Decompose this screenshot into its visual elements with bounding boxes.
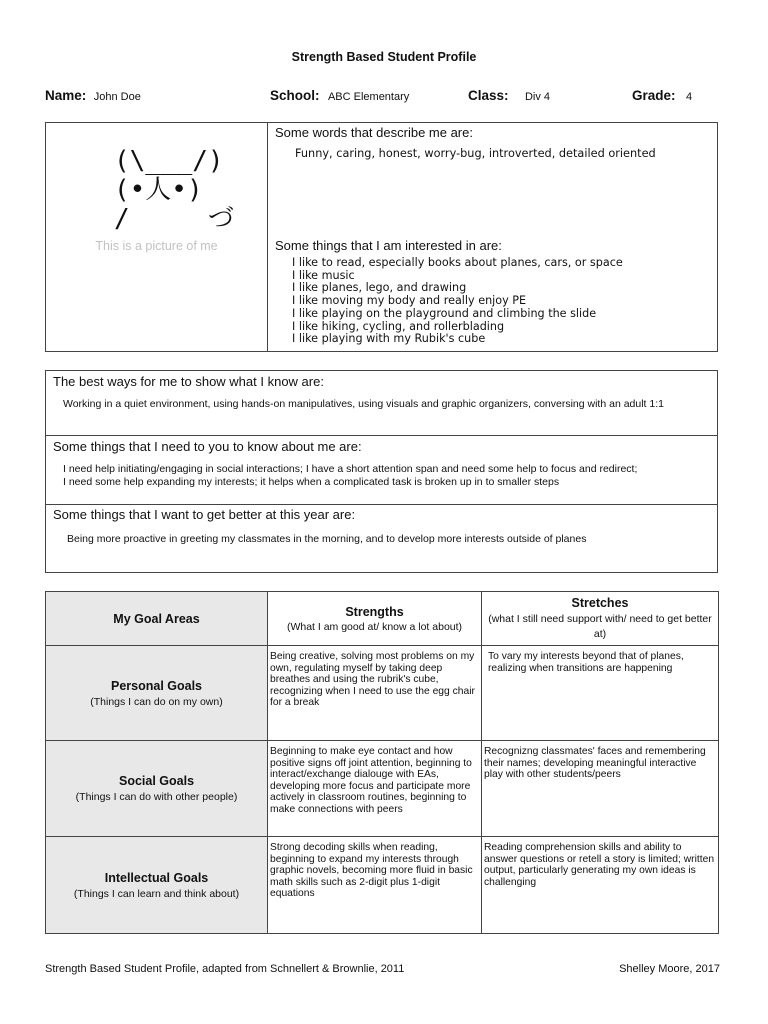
list-item: I like playing with my Rubik's cube [292,332,486,346]
list-item: I like playing on the playground and climbing the slide [292,306,597,320]
strengths-cell [268,646,482,741]
header-strengths [268,592,482,646]
name-field [45,87,141,105]
need-to-know-line-2: I need some help expanding my interests; it helps when a complicated task is broken up in to smaller steps [63,475,560,488]
need-to-know-heading: Some things that I need to you to know about me are: [53,439,362,454]
header-goal-areas [46,592,268,646]
strengths-text: Being creative, solving most problems on my own, regulating myself by taking deep breathes and using the rubrik's cube, recognizing when I need to use the egg chair for a break [270,651,475,709]
document-title: Strength Based Student Profile [291,50,477,64]
list-item: I like hiking, cycling, and rollerblading [292,319,505,333]
profile-box [45,122,718,352]
list-item: I like to read, especially books about planes, cars, or space [292,256,623,269]
goal-name: Intellectual Goals [104,870,209,885]
profile-divider [267,123,268,351]
best-ways-heading: The best ways for me to show what I know are: [53,374,324,389]
strengths-text: Beginning to make eye contact and how positive signs off joint attention, beginning to interact/exchange dialouge with EAs, developing more focus and participate more actively in classroom routines, beginning to make connections with peers [270,746,472,815]
goal-sub: (Things I can do with other people) [75,791,238,803]
picture-area [46,123,267,351]
name-value: John Doe [93,91,141,103]
stretches-cell [482,837,719,934]
strengths-text: Strong decoding skills when reading, beginning to expand my interests through graphic novels, becoming more fluid in basic math skills such as 2-digit plus 1-digit equations [270,842,473,900]
goal-cell-intellectual [46,837,268,934]
table-row [46,646,719,741]
school-label: School: [270,88,320,103]
text-sections-box [45,370,718,573]
picture-caption: This is a picture of me [95,239,218,253]
section-divider [46,504,717,505]
stretches-text: Recognizng classmates' faces and remembering their names; developing meaningful interactive play with other students/peers [484,746,706,781]
goal-name: Social Goals [118,774,195,788]
header-stretches-sub: (what I still need support with/ need to get better at) [488,612,712,640]
stretches-text: To vary my interests beyond that of planes, realizing when transitions are happening [488,651,684,674]
describe-heading: Some words that describe me are: [275,125,473,140]
bunny-art-line-1: (\___/) [114,146,224,176]
class-value: Div 4 [524,91,551,103]
bunny-art [114,147,234,234]
interests-list [292,257,623,346]
goals-table [45,591,719,934]
header-strengths-label: Strengths [345,604,404,619]
bunny-art-line-3: / づ [114,204,234,234]
footer-author: Shelley Moore, 2017 [619,963,720,975]
bunny-art-line-2: (•人•) [114,175,203,205]
header-stretches [482,592,719,646]
table-header-row [46,592,719,646]
class-label: Class: [468,88,509,103]
get-better-heading: Some things that I want to get better at this year are: [53,507,356,522]
name-label: Name: [45,88,87,103]
stretches-cell [482,741,719,837]
stretches-cell [482,646,719,741]
need-to-know-text [63,463,637,488]
get-better-text: Being more proactive in greeting my classmates in the morning, and to develop more interests outside of planes [67,533,587,545]
school-value: ABC Elementary [327,91,410,103]
header-goal-areas-label: My Goal Areas [113,611,200,626]
goal-name: Personal Goals [110,678,202,693]
goal-sub: (Things I can learn and think about) [73,887,240,900]
grade-field [632,87,692,105]
class-field [468,87,550,105]
strengths-cell [268,741,482,837]
list-item: I like planes, lego, and drawing [292,281,467,295]
goal-cell-personal [46,646,268,741]
header-stretches-label: Stretches [571,595,629,610]
grade-value: 4 [685,91,693,103]
list-item: I like music [292,268,355,282]
strengths-cell [268,837,482,934]
header-strengths-sub: (What I am good at/ know a lot about) [286,620,463,633]
section-divider [46,435,717,436]
best-ways-text: Working in a quiet environment, using hands-on manipulatives, using visuals and graphic organizers, conversing with an adult 1:1 [63,398,664,410]
school-field [270,87,409,105]
list-item: I like moving my body and really enjoy PE [292,294,527,308]
stretches-text: Reading comprehension skills and ability to answer questions or retell a story is limited; written output, particularly generating my own ideas is challenging [484,842,715,888]
table-row [46,741,719,837]
describe-text: Funny, caring, honest, worry-bug, introverted, detailed oriented [295,147,656,160]
table-row [46,837,719,934]
footer-citation: Strength Based Student Profile, adapted from Schnellert & Brownlie, 2011 [45,963,405,975]
goal-sub: (Things I can do on my own) [90,695,223,708]
goal-cell-social [46,741,268,837]
interests-heading: Some things that I am interested in are: [275,238,502,253]
grade-label: Grade: [632,88,676,103]
need-to-know-line-1: I need help initiating/engaging in social interactions; I have a short attention span and need some help to focus and redirect; [63,463,638,475]
